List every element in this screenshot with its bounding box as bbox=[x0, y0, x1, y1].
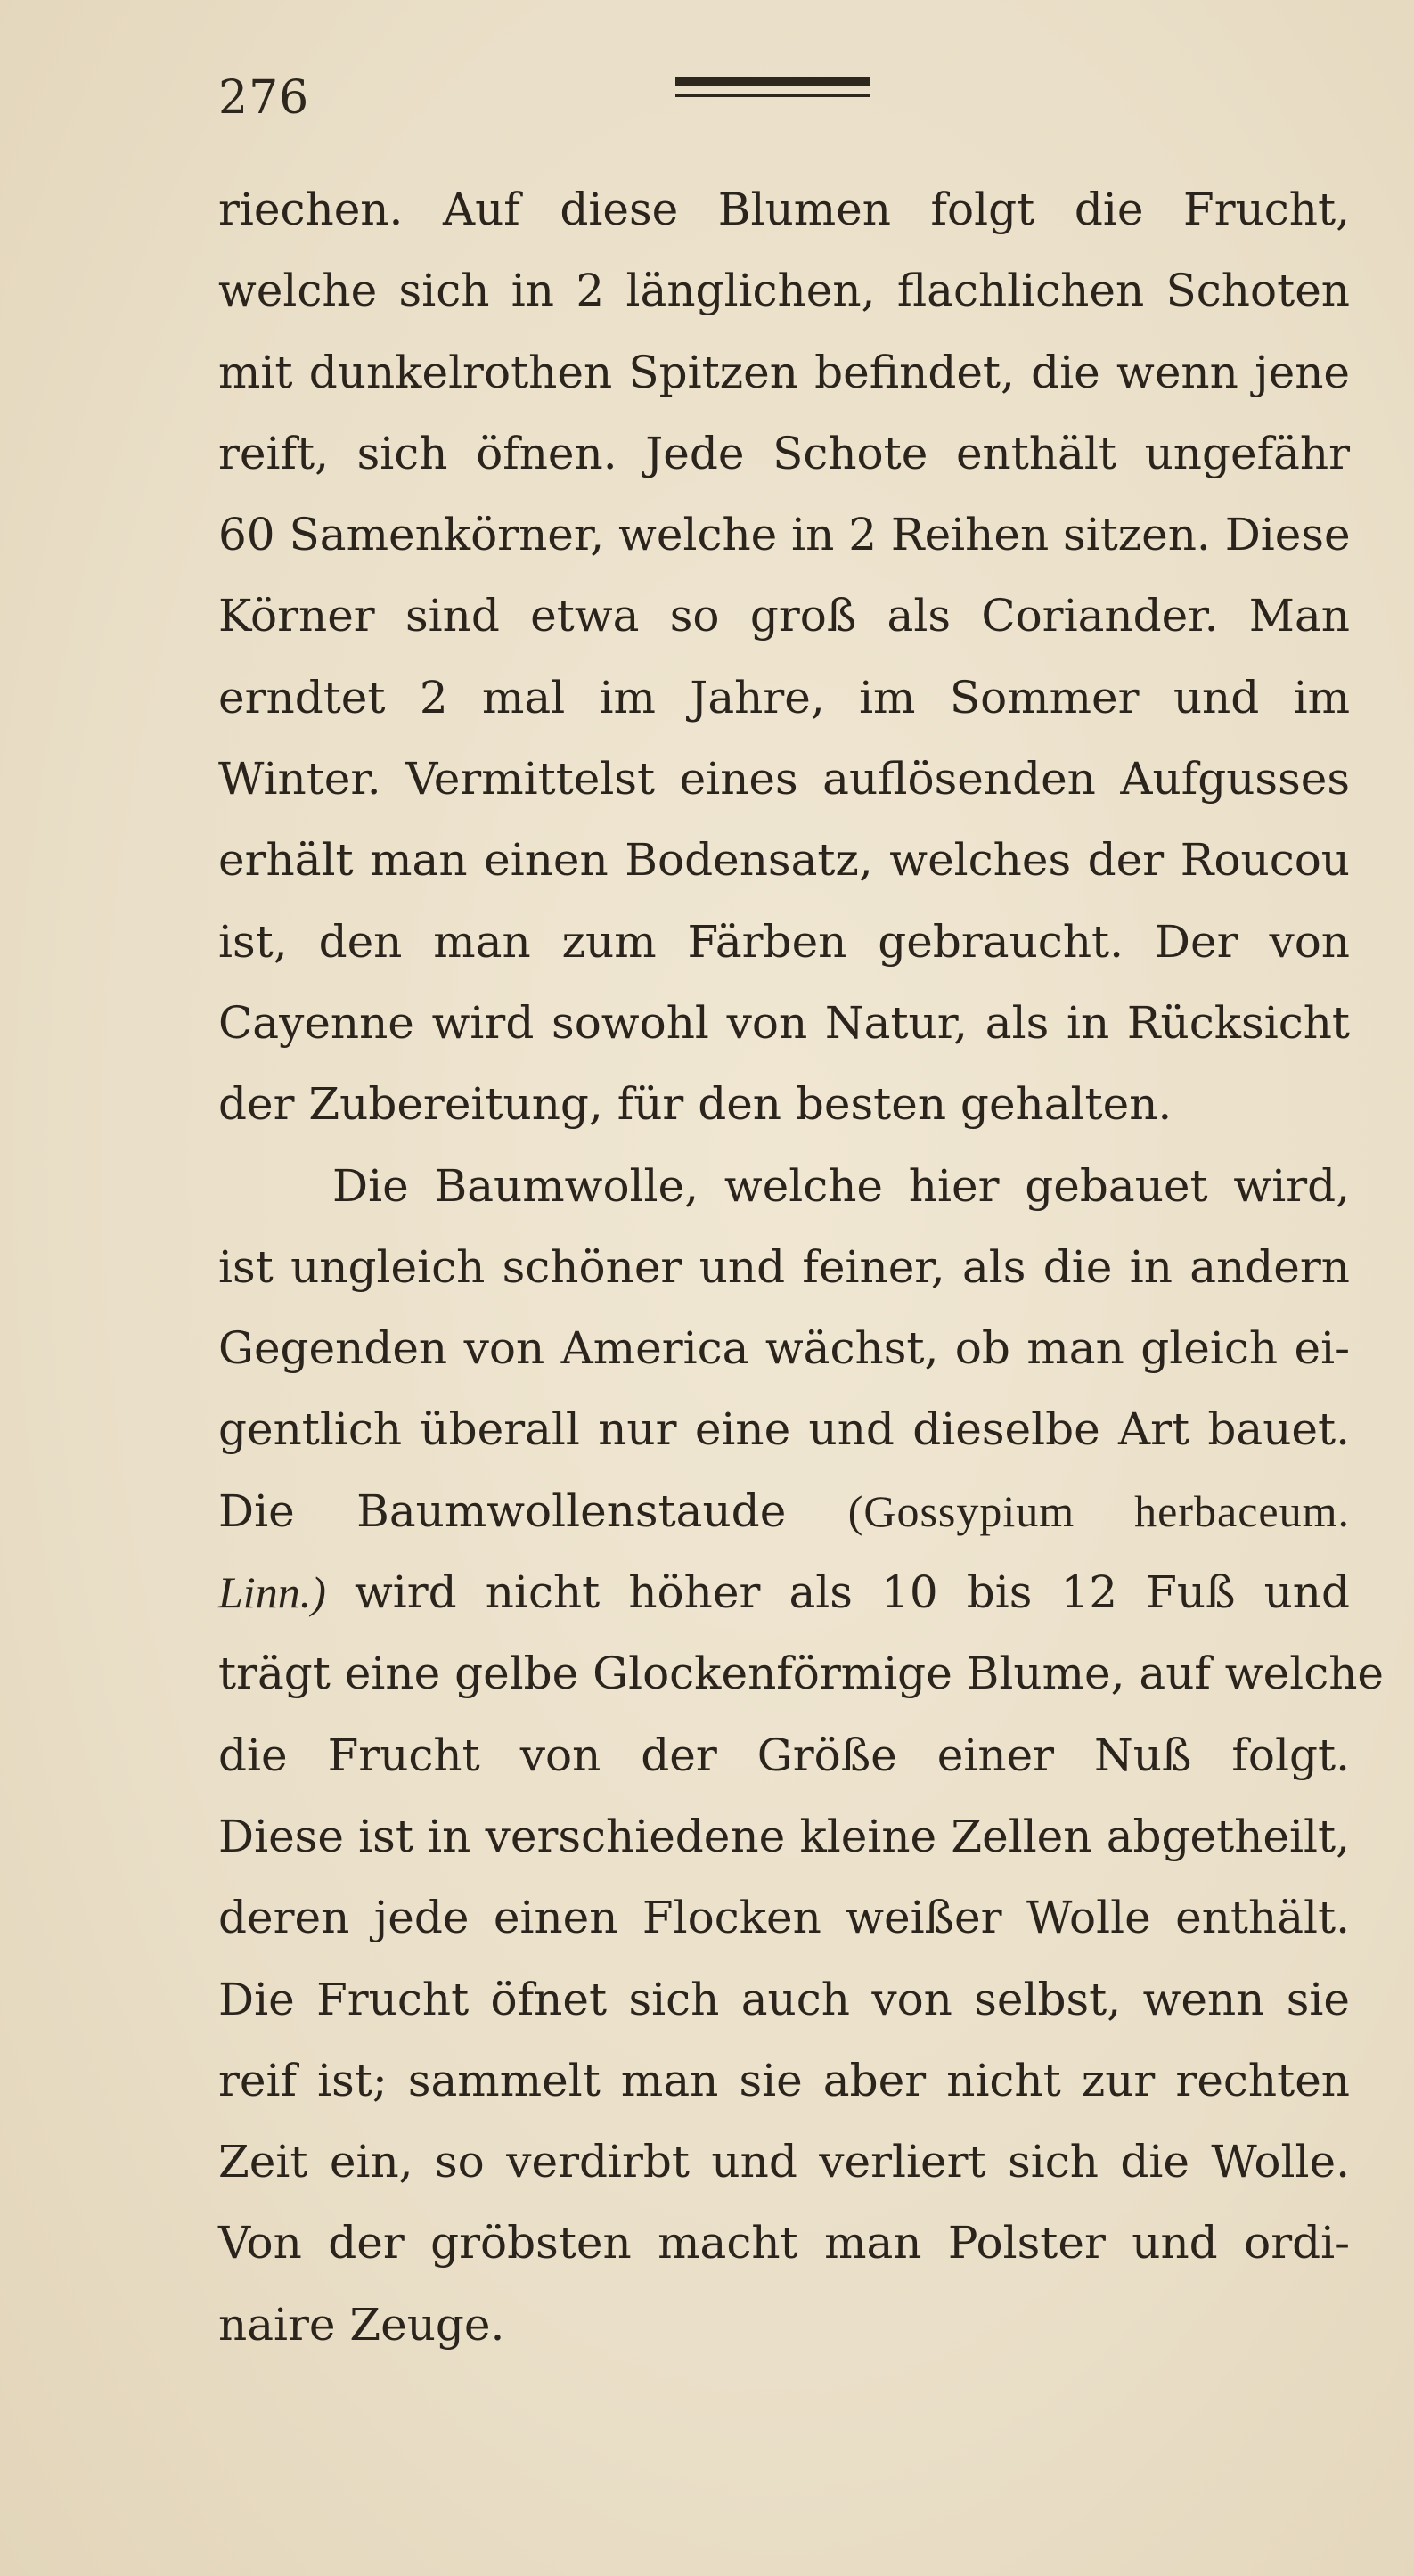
header-rule-thick bbox=[675, 77, 870, 86]
text-line: Von der gröbsten macht man Polster und ordi- bbox=[218, 2217, 1350, 2269]
text-line: reif ist; sammelt man sie aber nicht zur rechten bbox=[218, 2054, 1350, 2106]
text-line: Die Frucht öfnet sich auch von selbst, wenn sie bbox=[218, 1973, 1350, 2025]
text-line-start: Die Baumwollenstaude bbox=[218, 1484, 848, 1537]
text-line: Cayenne wird sowohl von Natur, als in Rücksicht bbox=[218, 996, 1350, 1049]
text-line: erhält man einen Bodensatz, welches der Roucou bbox=[218, 834, 1350, 887]
text-line: Diese ist in verschiedene kleine Zellen abgetheilt, bbox=[218, 1810, 1350, 1862]
text-line: ist, den man zum Färben gebraucht. Der von bbox=[218, 915, 1350, 968]
text-line: naire Zeuge. bbox=[218, 2298, 505, 2351]
text-line: deren jede einen Flocken weißer Wolle enthält. bbox=[218, 1892, 1350, 1944]
text-line: die Frucht von der Größe einer Nuß folgt. bbox=[218, 1729, 1350, 1781]
text-line-rest: wird nicht höher als 10 bis 12 Fuß und bbox=[354, 1566, 1350, 1619]
text-line: trägt eine gelbe Glockenförmige Blume, auf welche bbox=[218, 1648, 1384, 1700]
latin-author-abbrev: Linn.) bbox=[218, 1567, 326, 1618]
text-line-with-latin bbox=[218, 1552, 1350, 1633]
text-line: Gegenden von America wächst, ob man gleich ei- bbox=[218, 1322, 1350, 1375]
text-line: riechen. Auf diese Blumen folgt die Frucht, bbox=[218, 184, 1350, 235]
text-line: mit dunkelrothen Spitzen befindet, die wenn jene bbox=[218, 346, 1350, 398]
body-text bbox=[218, 169, 1384, 2366]
text-line-with-latin bbox=[218, 1471, 1350, 1552]
text-line: Zeit ein, so verdirbt und verliert sich die Wolle. bbox=[218, 2136, 1350, 2188]
text-line: der Zubereitung, für den besten gehalten. bbox=[218, 1078, 1173, 1131]
text-line: erndtet 2 mal im Jahre, im Sommer und im bbox=[218, 671, 1350, 724]
page-number: 276 bbox=[218, 71, 310, 125]
text-line: Winter. Vermittelst eines auflösenden Aufgusses bbox=[218, 753, 1350, 806]
latin-species-name: (Gossypium herbaceum. bbox=[847, 1485, 1350, 1536]
header-rule bbox=[675, 77, 870, 100]
text-line: welche sich in 2 länglichen, flachlichen Schoten bbox=[218, 265, 1350, 317]
header-rule-thin bbox=[675, 94, 870, 97]
text-line: Körner sind etwa so groß als Coriander. Man bbox=[218, 590, 1350, 642]
text-line: ist ungleich schöner und feiner, als die in andern bbox=[218, 1240, 1350, 1293]
text-line: Die Baumwolle, welche hier gebauet wird, bbox=[332, 1159, 1350, 1212]
text-line: gentlich überall nur eine und dieselbe Art bauet. bbox=[218, 1403, 1350, 1456]
text-line: reift, sich öfnen. Jede Schote enthält ungefähr bbox=[218, 427, 1350, 479]
text-line: 60 Samenkörner, welche in 2 Reihen sitzen. Diese bbox=[218, 509, 1351, 561]
